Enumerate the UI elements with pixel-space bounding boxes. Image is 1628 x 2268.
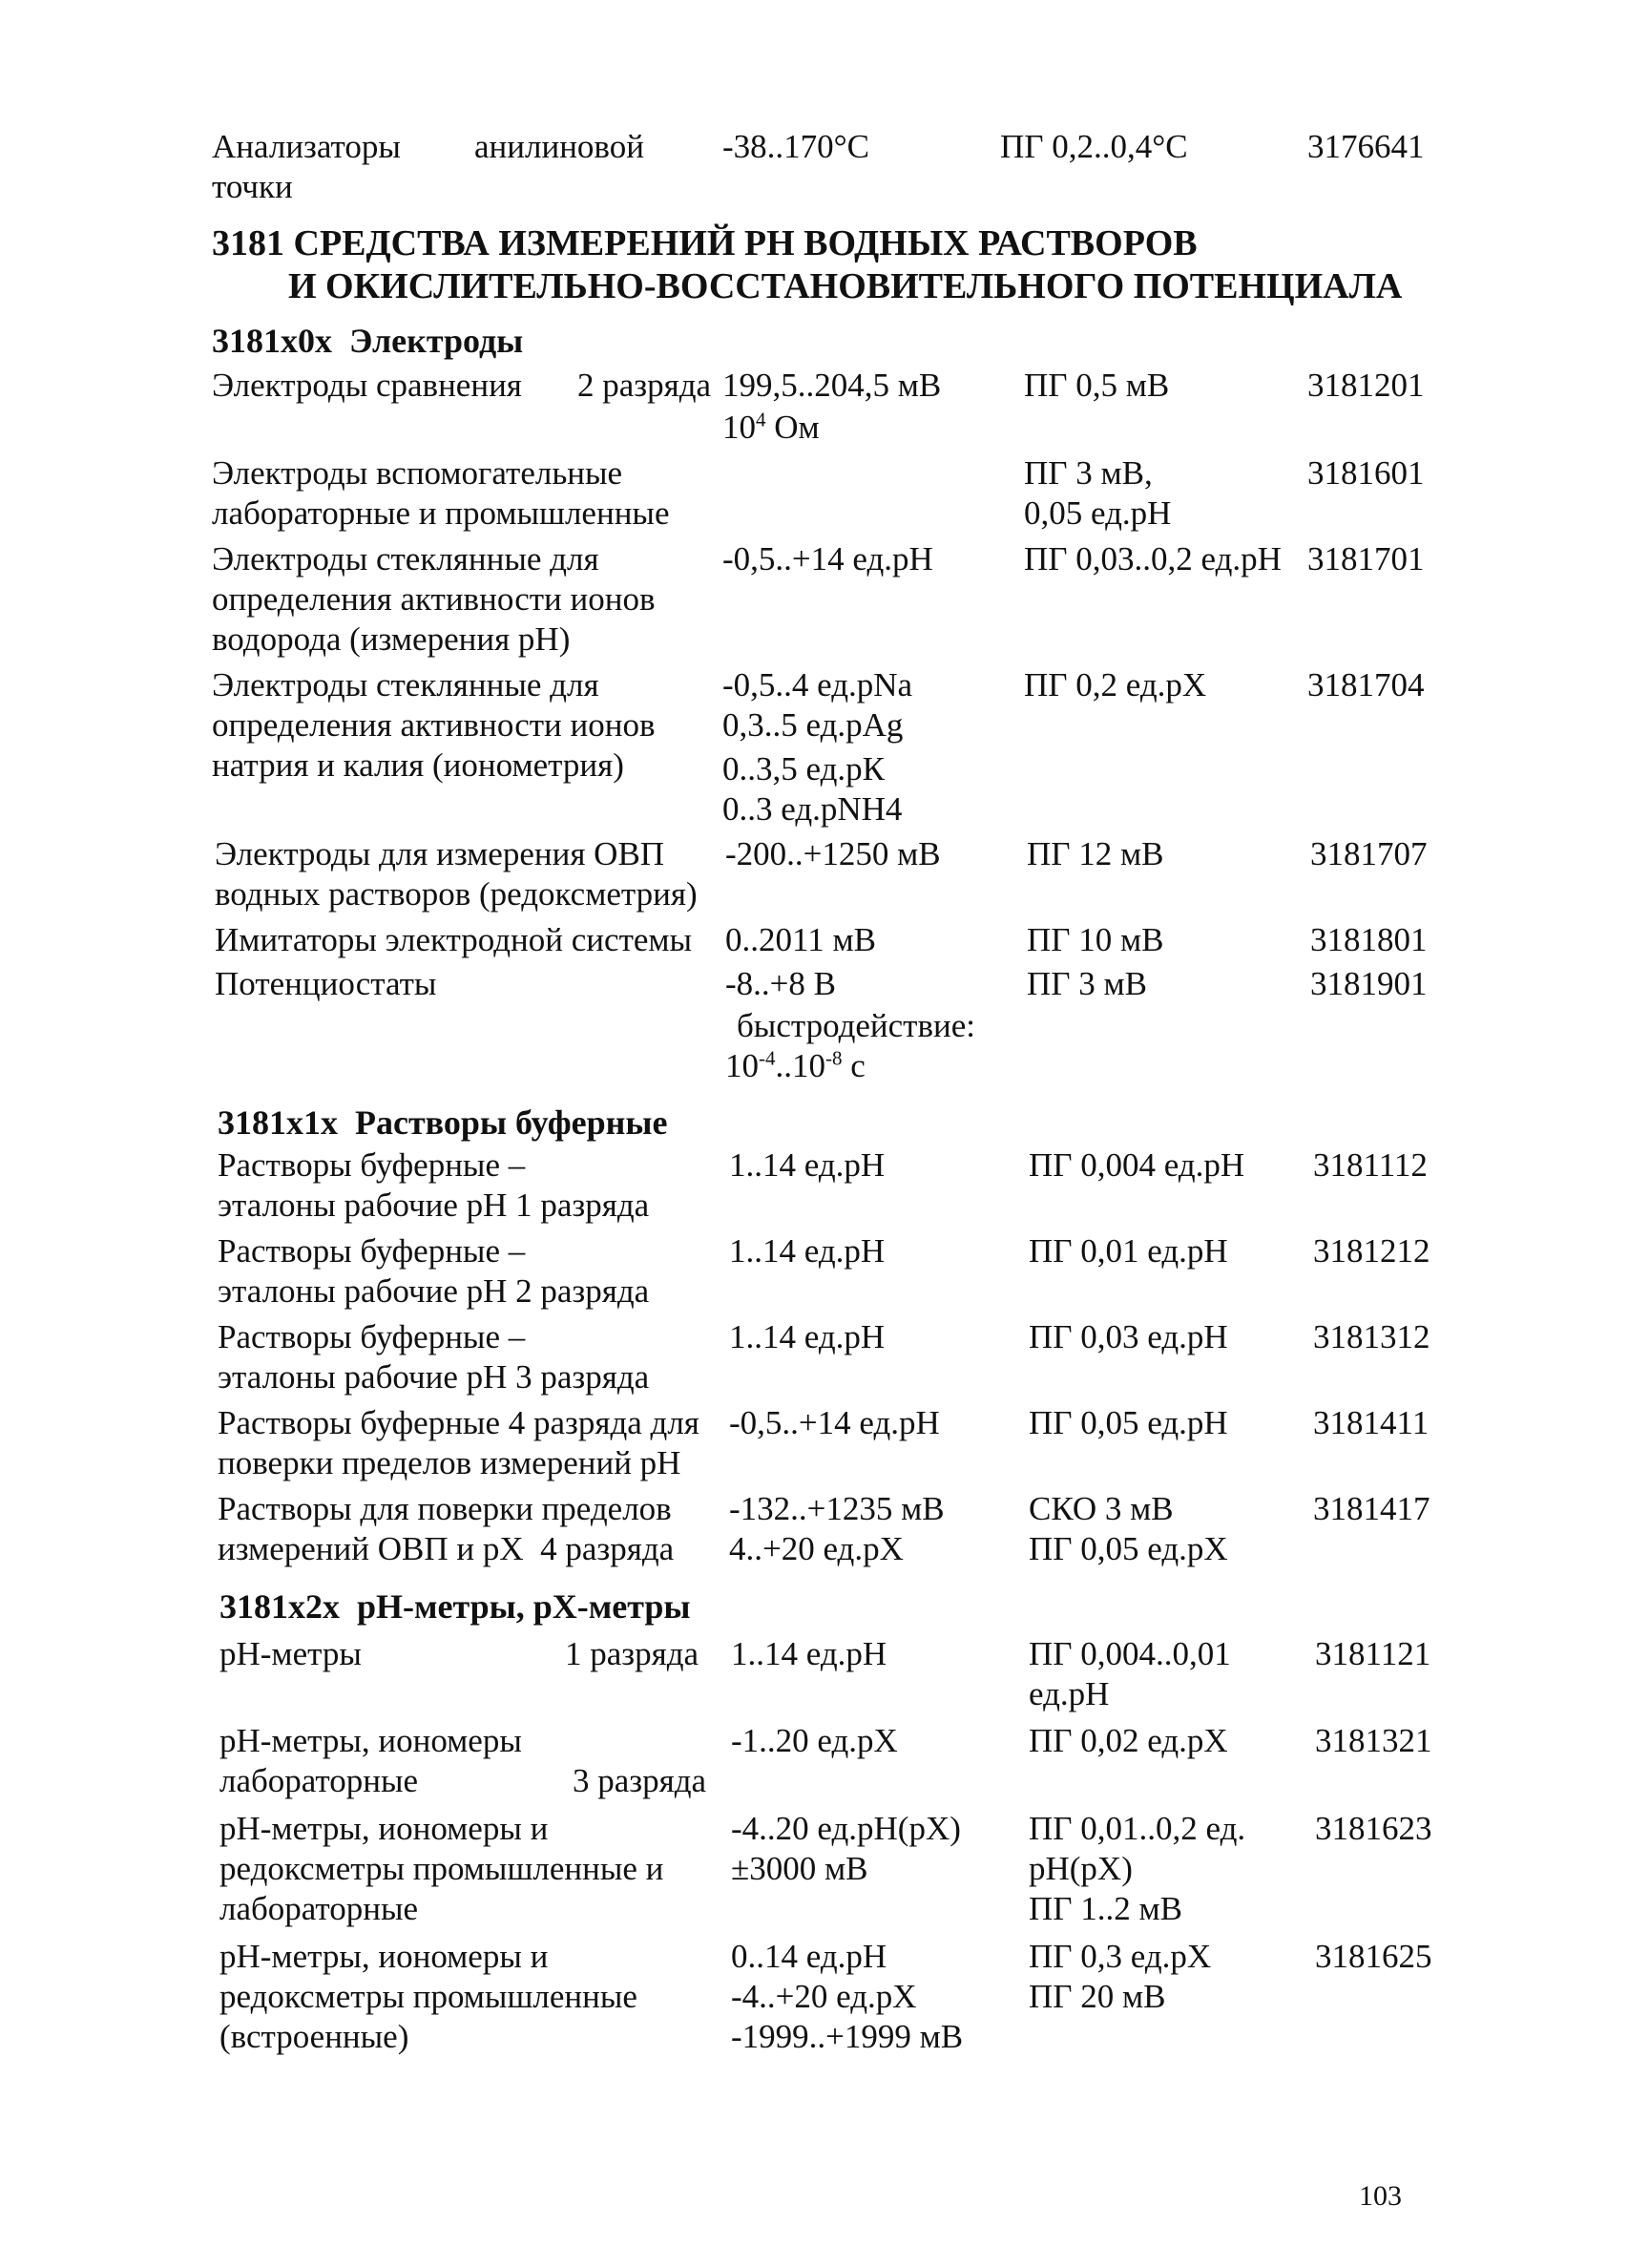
row-name: Растворы буферные – xyxy=(218,1232,526,1270)
row-name: Электроды для измерения ОВП xyxy=(215,835,665,872)
row-accuracy-line2: ед.рН xyxy=(1029,1675,1110,1712)
row-accuracy: ПГ 0,01 ед.рН xyxy=(1029,1232,1228,1270)
row-range: -0,5..+14 ед.рН xyxy=(729,1404,940,1441)
top-row-name-b: анилиновой xyxy=(474,128,644,165)
row-name-line2: эталоны рабочие рН 1 разряда xyxy=(218,1186,650,1224)
group-heading-electrodes: 3181х0х Электроды xyxy=(212,322,524,360)
row-accuracy: ПГ 0,004..0,01 xyxy=(1029,1635,1231,1672)
row-code: 3181901 xyxy=(1310,965,1428,1002)
row-range: -1..20 ед.рХ xyxy=(731,1722,898,1759)
row-name: Имитаторы электродной системы xyxy=(215,921,693,958)
row-range-line2: $10^4$ Ом xyxy=(722,408,820,446)
row-accuracy: ПГ 0,03 ед.рН xyxy=(1029,1318,1228,1355)
row-name: рН-метры, иономеры и xyxy=(219,1938,549,1975)
row-code: 3181625 xyxy=(1315,1938,1432,1975)
row-name: Растворы буферные 4 разряда для xyxy=(218,1404,699,1441)
row-range-line2: ±3000 мВ xyxy=(731,1850,868,1887)
row-code: 3181417 xyxy=(1313,1490,1430,1527)
row-code: 3181601 xyxy=(1307,454,1425,492)
row-name: Потенциостаты xyxy=(215,965,437,1002)
row-range-line2: 4..+20 ед.рХ xyxy=(729,1530,904,1567)
row-name-line3: лабораторные xyxy=(219,1890,419,1927)
row-name: Растворы буферные – xyxy=(218,1146,526,1184)
row-name-line3: натрия и калия (ионометрия) xyxy=(212,746,624,784)
row-code: 3181801 xyxy=(1310,921,1428,958)
row-name-line2: определения активности ионов xyxy=(212,706,656,744)
row-name-line3: водорода (измерения рН) xyxy=(212,620,571,658)
row-accuracy: ПГ 0,5 мВ xyxy=(1024,367,1170,404)
row-accuracy: СКО 3 мВ xyxy=(1029,1490,1174,1527)
row-code: 3181411 xyxy=(1313,1404,1430,1441)
row-accuracy: ПГ 12 мВ xyxy=(1027,835,1164,872)
row-code: 3181623 xyxy=(1315,1810,1432,1847)
row-rank: 3 разряда xyxy=(573,1762,707,1799)
row-accuracy: ПГ 10 мВ xyxy=(1027,921,1164,958)
row-range: 199,5..204,5 мВ xyxy=(722,367,942,404)
row-range-line3: 0..3,5 ед.рК xyxy=(722,750,885,788)
top-row-name-c: точки xyxy=(212,168,293,205)
row-name-line2: редоксметры промышленные и xyxy=(219,1850,664,1887)
row-range: 1..14 ед.рН xyxy=(729,1232,886,1270)
row-rank: 2 разряда xyxy=(577,367,712,404)
section-title-line1: 3181 СРЕДСТВА ИЗМЕРЕНИЙ РН ВОДНЫХ РАСТВОРОВ xyxy=(212,223,1198,263)
group-heading-meters: 3181х2х рН-метры, рХ-метры xyxy=(219,1587,691,1626)
group-heading-buffers: 3181х1х Растворы буферные xyxy=(218,1103,668,1142)
row-name: Растворы буферные – xyxy=(218,1318,526,1355)
row-range-line3: $10^{-4}..10^{-8}$ с xyxy=(725,1046,866,1084)
row-accuracy: ПГ 0,004 ед.рН xyxy=(1029,1146,1245,1184)
section-title-line2: И ОКИСЛИТЕЛЬНО-ВОССТАНОВИТЕЛЬНОГО ПОТЕНЦИАЛА xyxy=(288,266,1403,306)
row-name-line2: определения активности ионов xyxy=(212,580,656,618)
row-name-line2: эталоны рабочие рН 3 разряда xyxy=(218,1358,650,1396)
row-range: -132..+1235 мВ xyxy=(729,1490,945,1527)
row-accuracy-line2: ПГ 20 мВ xyxy=(1029,1978,1166,2015)
row-code: 3181121 xyxy=(1315,1635,1431,1672)
row-code: 3181321 xyxy=(1315,1722,1432,1759)
row-range: 0..2011 мВ xyxy=(725,921,876,958)
row-name-line2: лабораторные и промышленные xyxy=(212,494,670,532)
row-accuracy: ПГ 3 мВ, xyxy=(1024,454,1153,492)
row-accuracy: ПГ 3 мВ xyxy=(1027,965,1148,1002)
row-range: 1..14 ед.рН xyxy=(731,1635,887,1672)
row-range-line4: 0..3 ед.рNH4 xyxy=(722,790,903,828)
row-name: Растворы для поверки пределов xyxy=(218,1490,672,1527)
row-code: 3181707 xyxy=(1310,835,1428,872)
row-range-line2: быстродействие: xyxy=(737,1007,975,1044)
row-name-line2: лабораторные xyxy=(219,1762,419,1799)
top-row-name-a: Анализаторы xyxy=(212,128,401,165)
row-accuracy: ПГ 0,05 ед.рН xyxy=(1029,1404,1228,1441)
row-code: 3181704 xyxy=(1307,666,1425,704)
row-accuracy-line3: ПГ 1..2 мВ xyxy=(1029,1890,1183,1927)
row-range: 1..14 ед.рН xyxy=(729,1318,886,1355)
row-name: рН-метры, иономеры xyxy=(219,1722,522,1759)
row-code: 3181701 xyxy=(1307,540,1425,578)
row-range: 0..14 ед.рН xyxy=(731,1938,887,1975)
row-name-line2: измерений ОВП и рХ 4 разряда xyxy=(218,1530,675,1567)
row-name: Электроды стеклянные для xyxy=(212,540,599,578)
row-accuracy-line2: ПГ 0,05 ед.рХ xyxy=(1029,1530,1228,1567)
row-name-line3: (встроенные) xyxy=(219,2018,409,2055)
top-row-code: 3176641 xyxy=(1307,128,1425,165)
row-range: 1..14 ед.рН xyxy=(729,1146,886,1184)
row-range: -200..+1250 мВ xyxy=(725,835,941,872)
row-accuracy-line2: 0,05 ед.рН xyxy=(1024,494,1172,532)
page-number: 103 xyxy=(1359,2180,1402,2212)
row-range-line2: -4..+20 ед.рХ xyxy=(731,1978,917,2015)
row-name-line2: эталоны рабочие рН 2 разряда xyxy=(218,1272,650,1310)
row-name-line2: редоксметры промышленные xyxy=(219,1978,637,2015)
row-code: 3181112 xyxy=(1313,1146,1428,1184)
row-range-line2: 0,3..5 ед.рAg xyxy=(722,706,904,744)
row-name-line2: поверки пределов измерений рН xyxy=(218,1444,681,1481)
row-name: Электроды сравнения xyxy=(212,367,522,404)
row-accuracy: ПГ 0,3 ед.рХ xyxy=(1029,1938,1212,1975)
row-code: 3181201 xyxy=(1307,367,1425,404)
row-name: Электроды стеклянные для xyxy=(212,666,599,704)
top-row-range: -38..170°С xyxy=(722,128,869,165)
row-name: рН-метры, иономеры и xyxy=(219,1810,549,1847)
row-accuracy: ПГ 0,03..0,2 ед.рН xyxy=(1024,540,1282,578)
row-range: -4..20 ед.рН(рХ) xyxy=(731,1810,961,1847)
row-accuracy-line2: рН(рХ) xyxy=(1029,1850,1133,1887)
row-code: 3181312 xyxy=(1313,1318,1430,1355)
row-name: Электроды вспомогательные xyxy=(212,454,623,492)
row-name: рН-метры xyxy=(219,1635,362,1672)
top-row-accuracy: ПГ 0,2..0,4°С xyxy=(1000,128,1188,165)
row-code: 3181212 xyxy=(1313,1232,1430,1270)
row-range: -0,5..+14 ед.рН xyxy=(722,540,933,578)
row-range: -8..+8 В xyxy=(725,965,836,1002)
row-rank: 1 разряда xyxy=(565,1635,699,1672)
row-range-line3: -1999..+1999 мВ xyxy=(731,2018,964,2055)
row-accuracy: ПГ 0,02 ед.рХ xyxy=(1029,1722,1228,1759)
row-name-line2: водных растворов (редоксметрия) xyxy=(215,875,698,913)
row-accuracy: ПГ 0,01..0,2 ед. xyxy=(1029,1810,1246,1847)
row-accuracy: ПГ 0,2 ед.рХ xyxy=(1024,666,1207,704)
row-range: -0,5..4 ед.рNa xyxy=(722,666,913,704)
